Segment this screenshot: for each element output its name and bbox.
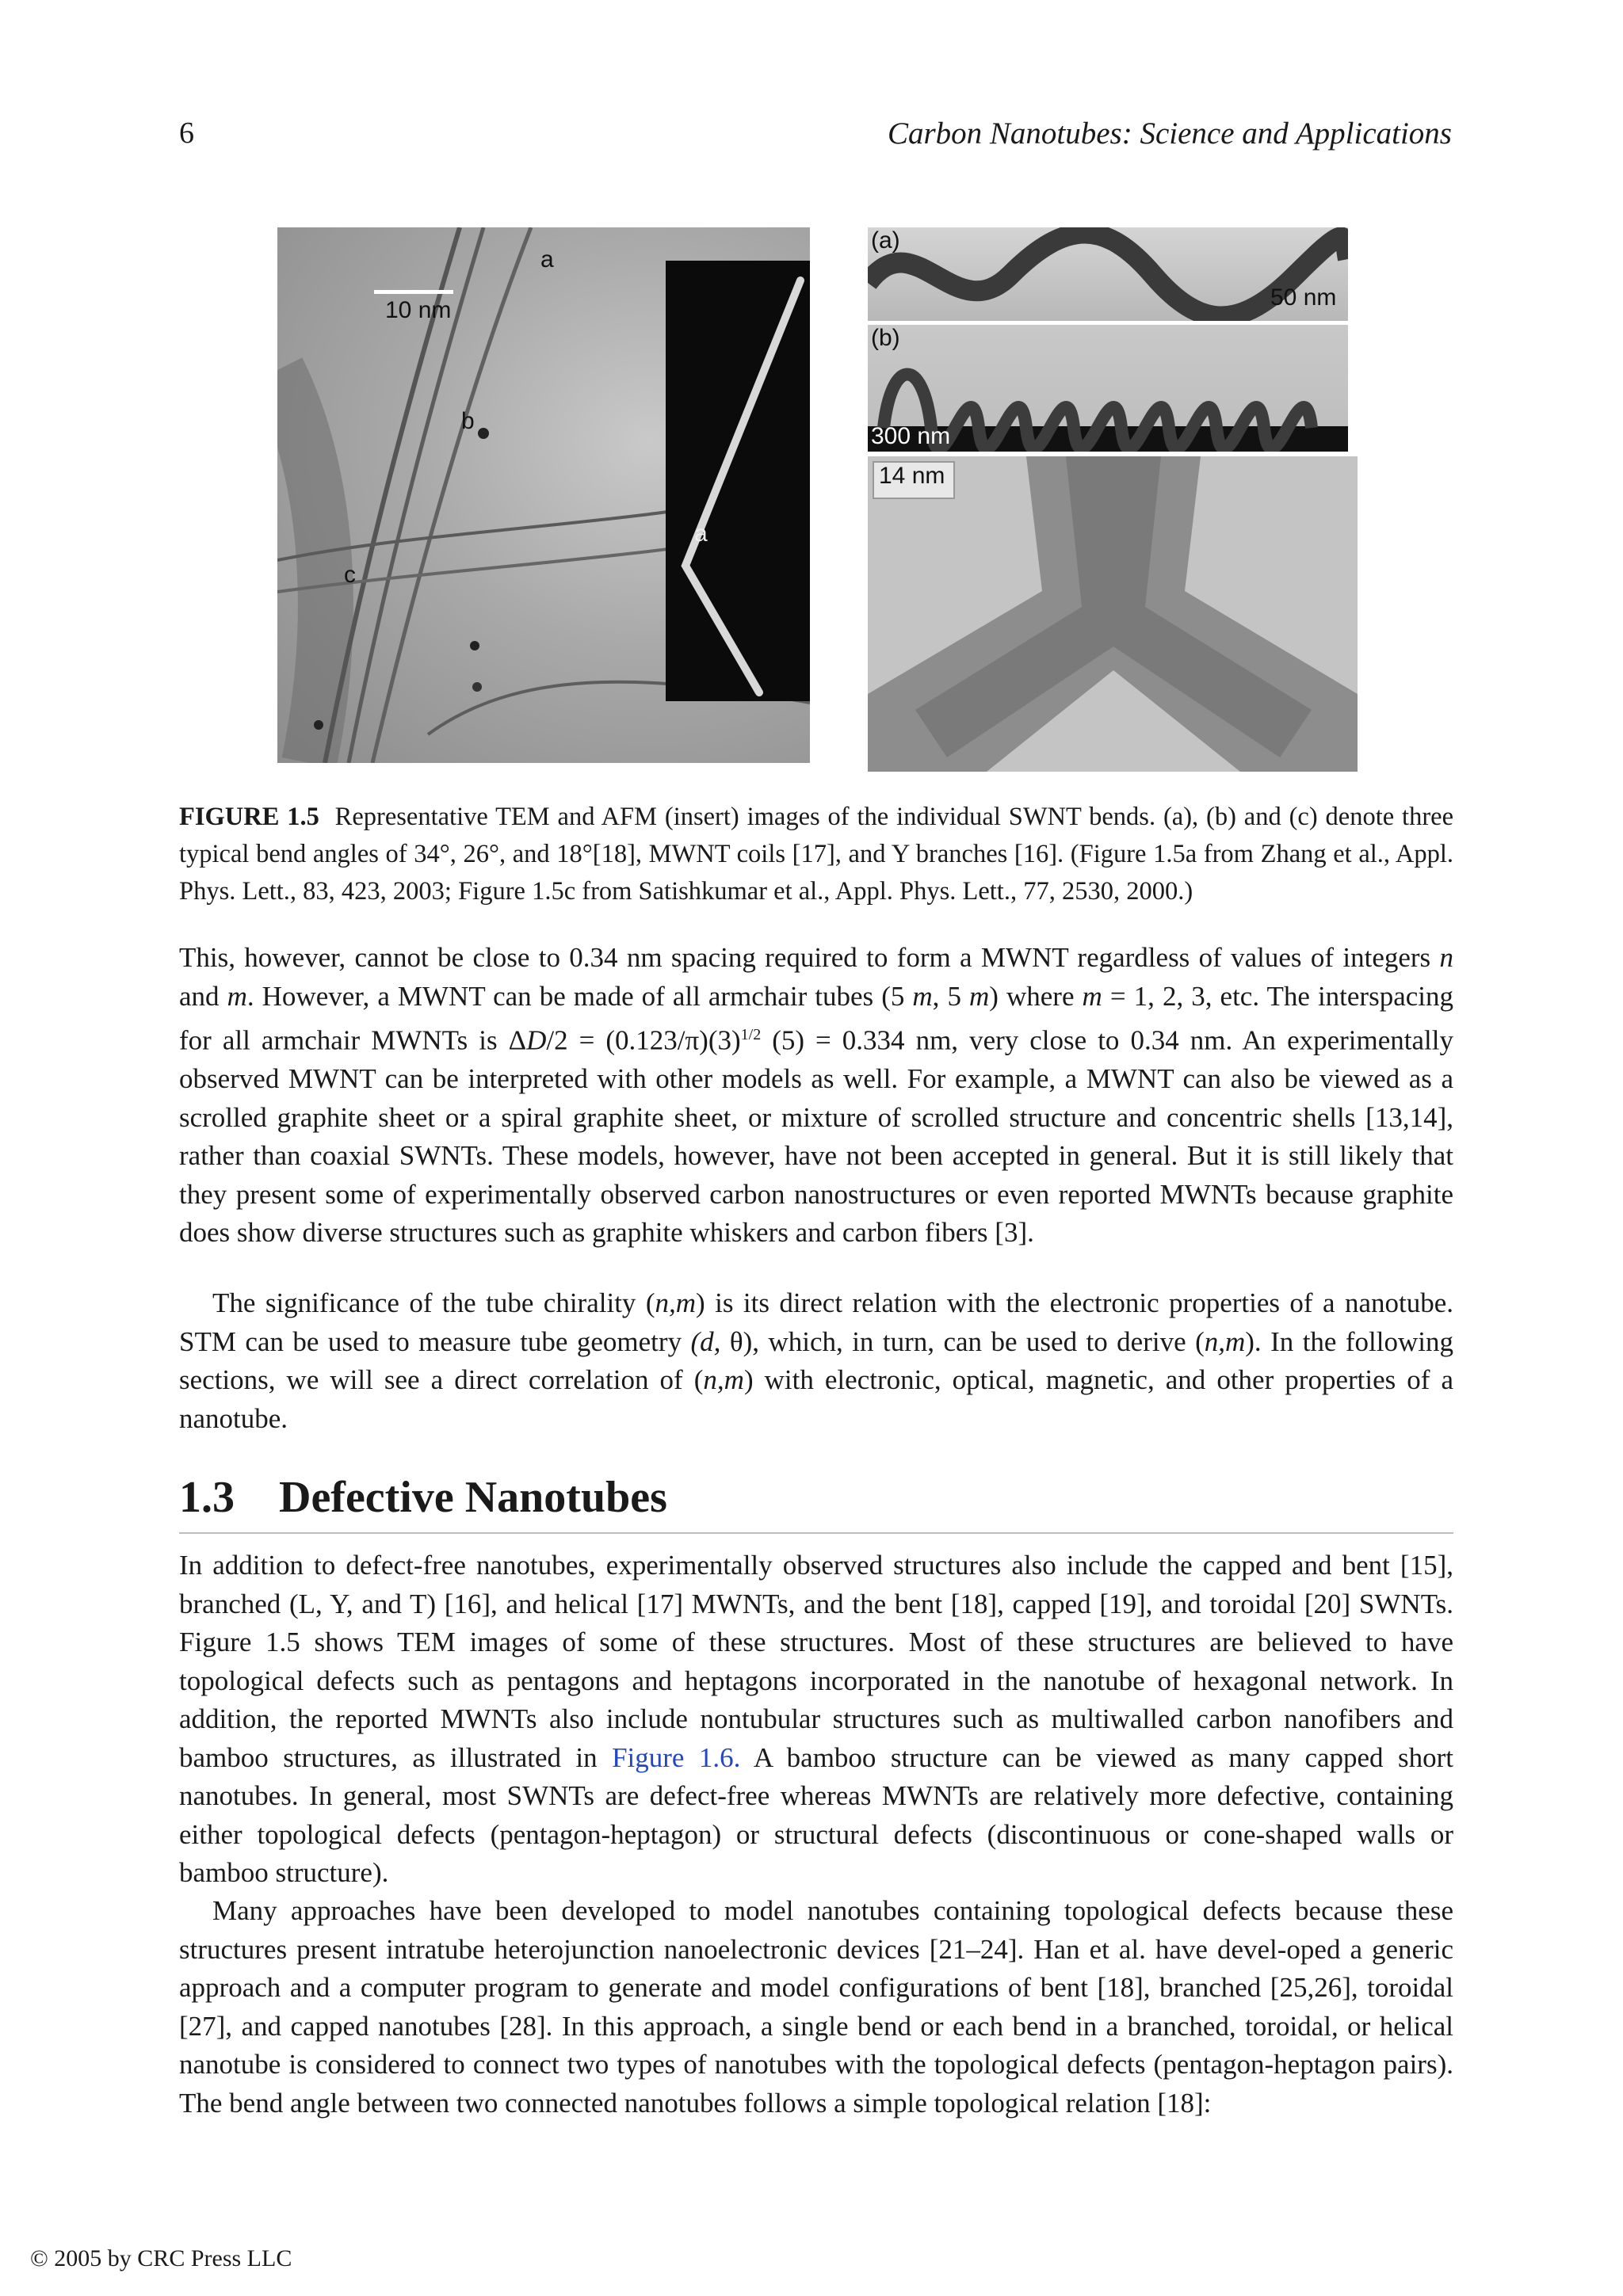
label-c: c [344,562,356,588]
figure-caption [179,799,1453,910]
paragraph-1: This, however, cannot be close to 0.34 nm spacing required to form a MWNT regardless of values of integers n and m. However, a MWNT can be made of all armchair tubes (5 m, 5 m) where m = 1, 2, 3, etc. The interspacing for all armchair MWNTs is $\Delta D/2 = (0.123/\pi)(3)^{1/2}$ (5) = 0.334 nm, very close to 0.34 nm. An experimentally observed MWNT can be interpreted with other models as well. For example, a MWNT can also be viewed as a scrolled graphite sheet or a spiral graphite sheet, or mixture of scrolled structure and concentric shells [13,14], rather than coaxial SWNTs. These models, however, have not been accepted in general. But it is still likely that they present some of experimentally observed carbon nanostructures or even reported MWNTs because graphite does show diverse structures such as graphite whiskers and carbon fibers [3]. [179,942,1453,1249]
y-branch-scale: 14 nm [879,463,945,489]
paragraph-2: The significance of the tube chirality (n,m) is its direct relation with the electronic properties of a nanotube. STM can be used to measure tube geometry (d, θ), which, in turn, can be used to derive (n,m). In the following sections, we will see a direct correlation of (n,m) with electronic, optical, magnetic, and other properties of a nanotube. [179,1287,1454,1434]
figure-1-6-link[interactable]: Figure 1.6. [612,1741,741,1773]
copyright-footer: © 2005 by CRC Press LLC [30,2245,292,2271]
bent-tube-graphic [666,261,810,701]
label-b: b [461,408,475,434]
inset-label-a: a [694,521,708,547]
figure-label: FIGURE 1.5 [179,803,319,831]
label-a-top: a [540,246,554,273]
page-number: 6 [179,116,194,150]
coil-a-scale: 50 nm [1270,284,1337,311]
scale-label-10nm: 10 nm [385,297,452,323]
figure-caption-text: Representative TEM and AFM (insert) images of the individual SWNT bends. (a), (b) and (c) denote three typical bend angles of 34°, 26°, and 18°[18], MWNT coils [17], and Y branches [16]. (Figure 1.5a from Zhang et al., Appl. Phys. Lett., 83, 423, 2003; Figure 1.5c from Satishkumar et al., Appl. Phys. Lett., 77, 2530, 2000.) [179,803,1454,906]
coil-a-label: (a) [871,227,900,254]
afm-inset [666,261,810,701]
section-number: 1.3 [179,1473,235,1522]
running-title: Carbon Nanotubes: Science and Applications [887,116,1452,151]
tem-image-coil-a [868,227,1348,321]
tem-image-coil-b [868,325,1348,452]
paragraph-4: Many approaches have been developed to model nanotubes containing topological defects because these structures present intratube heterojunction nanoelectronic devices [21–24]. Han et al. have devel-oped a generic approach and a computer program to generate and model configurations of bent [18], branched [25,26], toroidal [27], and capped nanotubes [28]. In this approach, a single bend or each bend in a branched, toroidal, or helical nanotube is considered to connect two types of nanotubes with the topological defects (pentagon-heptagon pairs). The bend angle between two connected nanotubes follows a simple topological relation [18]: [179,1895,1453,2119]
tem-image-left [277,227,810,763]
tem-image-y-branch [868,456,1358,772]
paragraph-3: In addition to defect-free nanotubes, experimentally observed structures also include the capped and bent [15], branched (L, Y, and T) [16], and helical [17] MWNTs, and the bent [18], capped [19], and toroidal [20] SWNTs. Figure 1.5 shows TEM images of some of these structures. Most of these structures are believed to have topological defects such as pentagons and heptagons incorporated in the nanotube of hexagonal network. In addition, the reported MWNTs also include nontubular structures such as multiwalled carbon nanofibers and bamboo structures, as illustrated in Figure 1.6. A bamboo structure can be viewed as many capped short nanotubes. In general, most SWNTs are defect-free whereas MWNTs are relatively more defective, containing either topological defects (pentagon-heptagon) or structural defects (discontinuous or cone-shaped walls or bamboo structure). [179,1550,1453,1888]
coil-b-label: (b) [871,325,900,351]
y-branch-graphic [868,456,1358,772]
section-heading [179,1472,1453,1534]
section-title: Defective Nanotubes [279,1473,667,1522]
scale-bar-10nm [374,290,453,294]
coil-b-scale: 300 nm [871,423,951,449]
